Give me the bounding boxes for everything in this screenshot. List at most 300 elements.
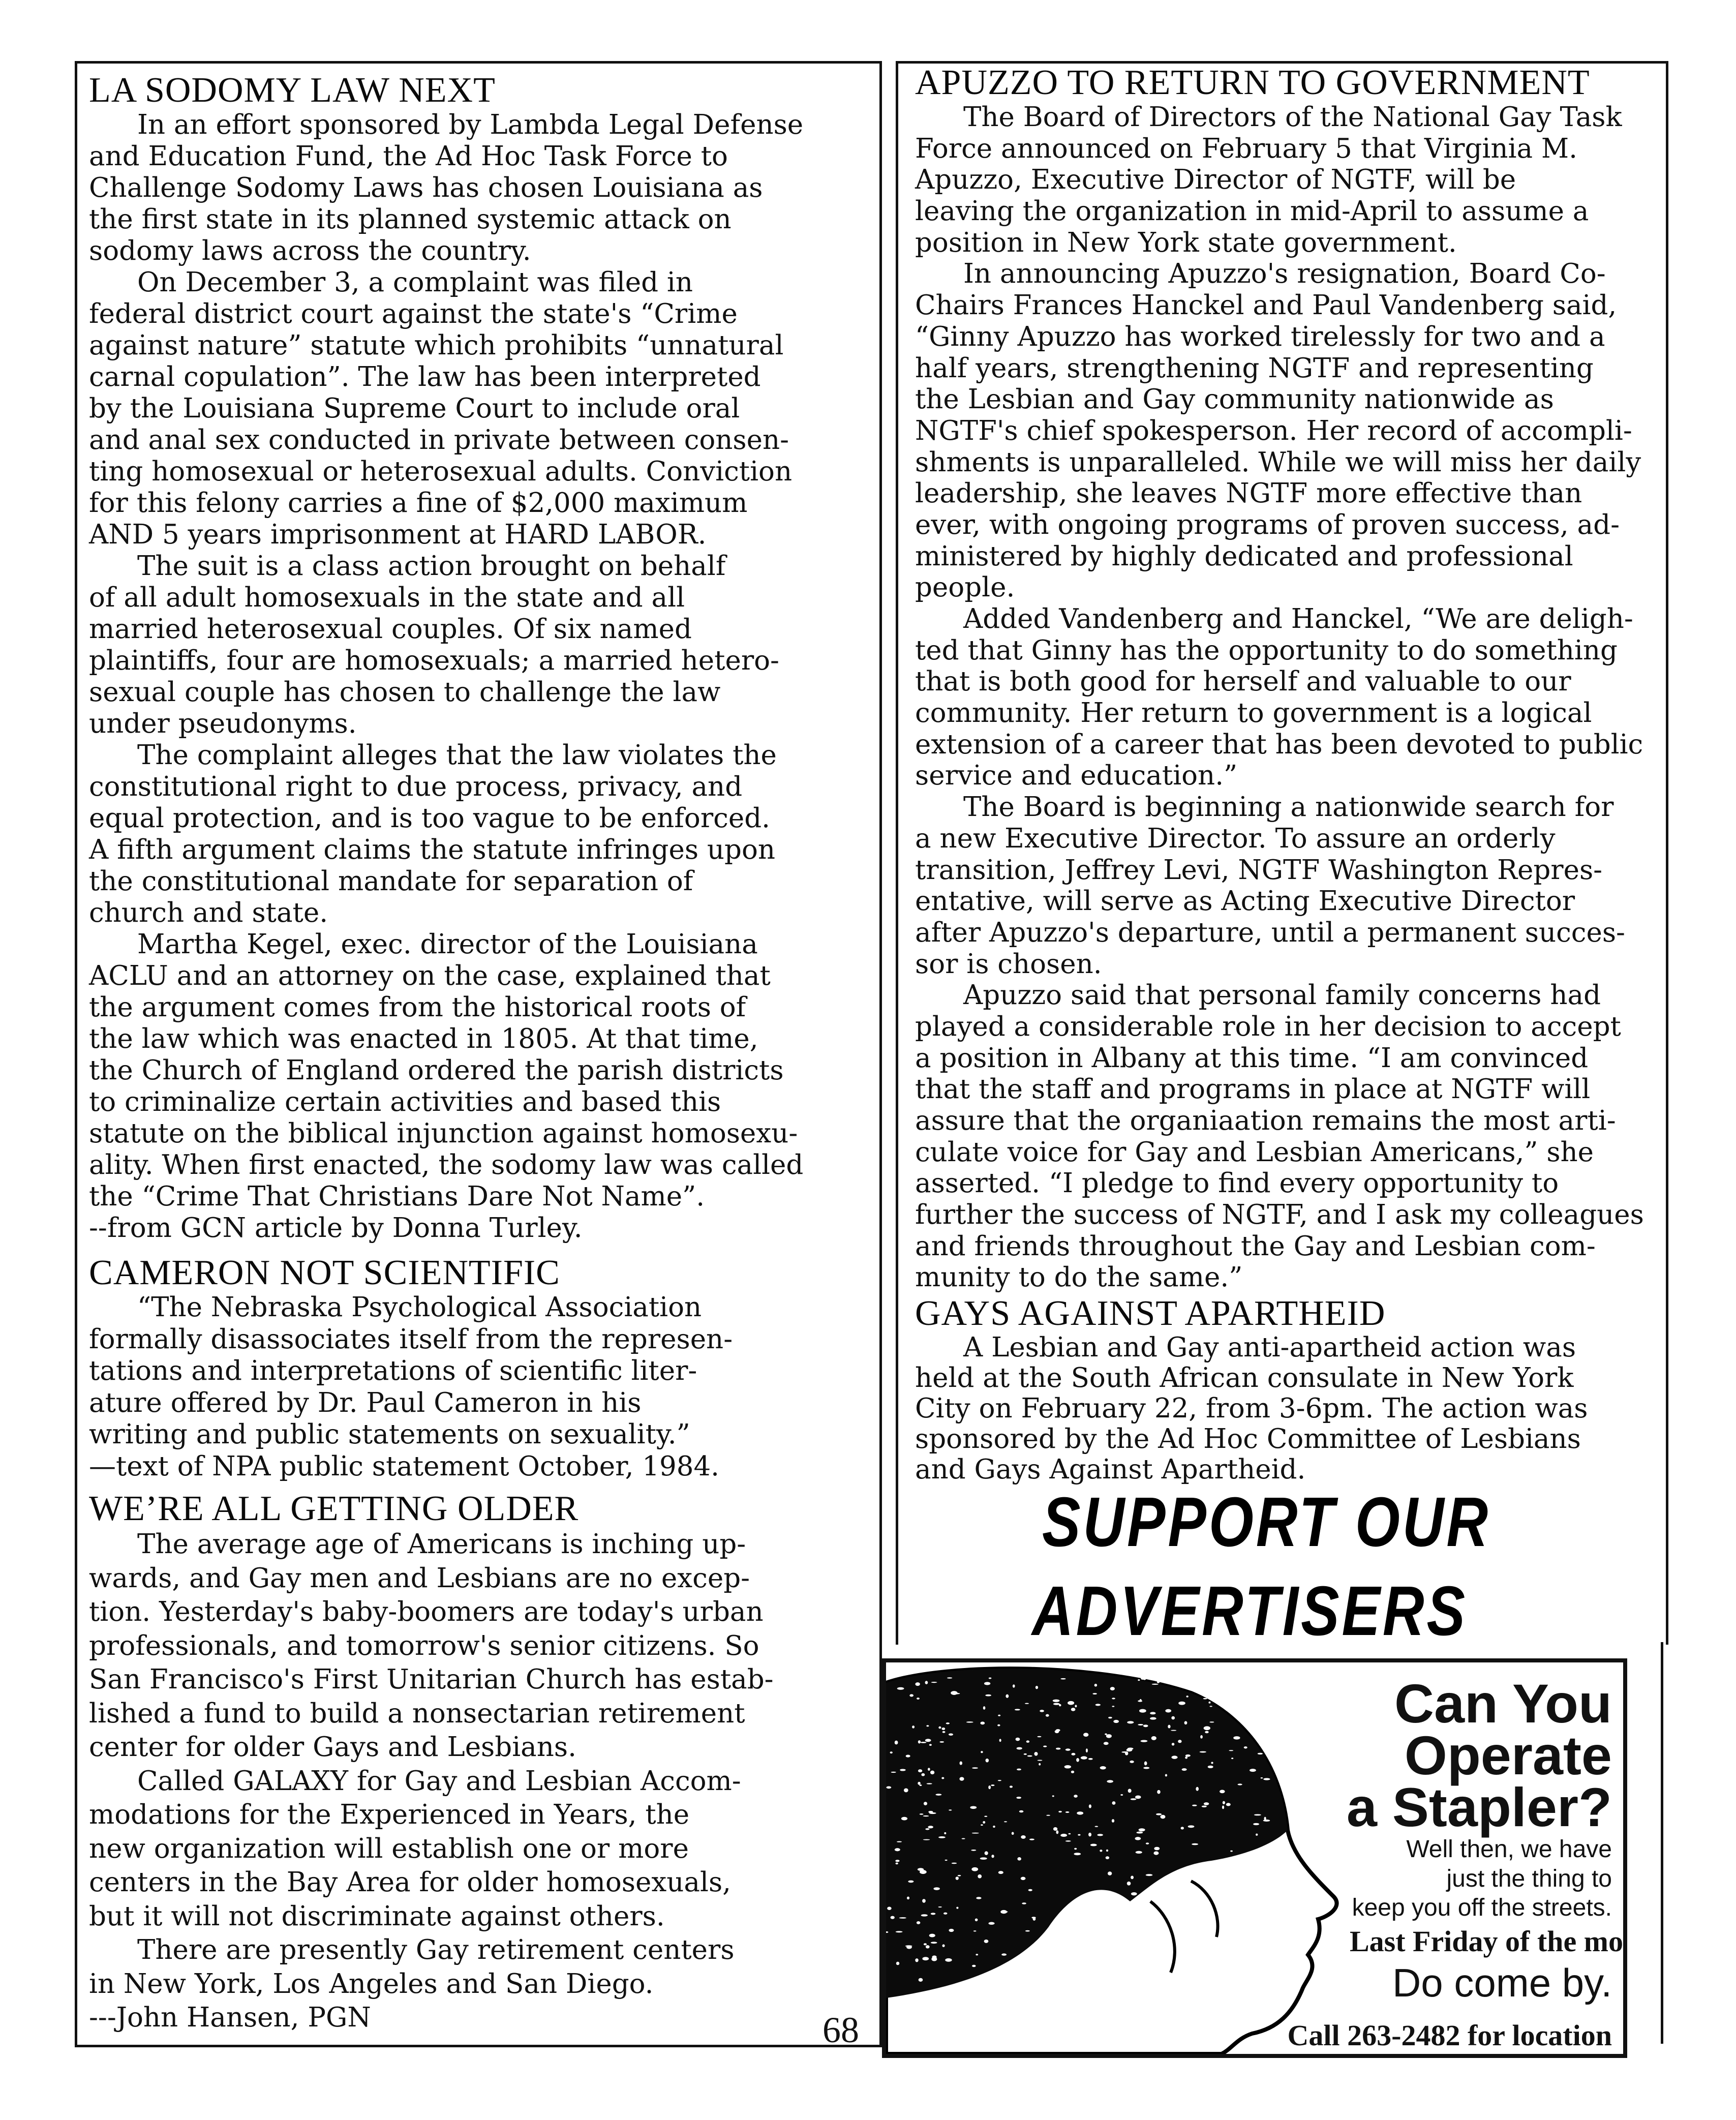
speckle-mark: [925, 1739, 931, 1742]
speckle-mark: [981, 1751, 983, 1753]
speckle-mark: [1121, 1751, 1128, 1753]
speckle-mark: [984, 1940, 989, 1943]
ad-headline-2: Operate: [1404, 1724, 1612, 1786]
article-text-line: centers in the Bay Area for older homosexuals,: [89, 1867, 731, 1898]
speckle-mark: [1165, 1709, 1171, 1713]
speckle-mark: [1238, 1783, 1242, 1785]
speckle-mark: [1060, 1834, 1067, 1837]
speckle-mark: [975, 1918, 978, 1921]
speckle-mark: [1113, 1720, 1119, 1723]
speckle-mark: [1131, 1876, 1134, 1880]
speckle-mark: [988, 1922, 994, 1925]
speckle-mark: [938, 1906, 941, 1907]
article-text-line: for this felony carries a fine of $2,000 maximum: [89, 488, 748, 519]
article-text-line: that is both good for herself and valuable to our: [915, 666, 1571, 698]
speckle-mark: [1236, 1906, 1238, 1908]
speckle-mark: [1000, 1910, 1007, 1914]
speckle-mark: [1120, 1794, 1123, 1796]
speckle-mark: [1025, 1703, 1029, 1704]
article-text-line: leadership, she leaves NGTF more effective than: [915, 478, 1582, 509]
speckle-mark: [933, 1887, 939, 1890]
speckle-mark: [1251, 1677, 1255, 1679]
speckle-mark: [1021, 1877, 1026, 1881]
article-text-line: The complaint alleges that the law violates the: [137, 740, 777, 771]
speckle-mark: [1172, 1743, 1174, 1745]
speckle-mark: [938, 1836, 946, 1838]
article-text-line: There are presently Gay retirement centers: [137, 1934, 735, 1965]
speckle-mark: [1139, 1709, 1146, 1713]
speckle-mark: [907, 1896, 909, 1899]
speckle-mark: [908, 1881, 913, 1883]
speckle-mark: [1078, 1834, 1080, 1836]
speckle-mark: [920, 1784, 922, 1786]
speckle-mark: [1204, 1726, 1210, 1730]
article-headline: APUZZO TO RETURN TO GOVERNMENT: [915, 63, 1590, 102]
speckle-mark: [970, 1806, 977, 1809]
speckle-mark: [1015, 1709, 1020, 1710]
article-text-line: transition, Jeffrey Levi, NGTF Washington Repres-: [915, 854, 1603, 886]
speckle-mark: [1031, 1965, 1037, 1967]
speckle-mark: [1258, 1753, 1263, 1754]
speckle-mark: [1071, 1708, 1076, 1711]
speckle-mark: [1146, 1842, 1149, 1844]
speckle-mark: [1029, 1839, 1034, 1840]
speckle-mark: [1172, 1872, 1177, 1873]
article-text-line: AND 5 years imprisonment at HARD LABOR.: [89, 519, 707, 550]
article-text-line: the “Crime That Christians Dare Not Name”.: [89, 1181, 705, 1212]
speckle-mark: [1010, 1785, 1013, 1788]
article-text-line: On December 3, a complaint was filed in: [137, 267, 693, 298]
speckle-mark: [1128, 1748, 1134, 1750]
speckle-mark: [1256, 1708, 1260, 1711]
article-text-line: constitutional right to due process, privacy, and: [89, 771, 743, 802]
speckle-mark: [1185, 1756, 1187, 1759]
article-text-line: held at the South African consulate in New York: [915, 1362, 1574, 1394]
article-text-line: Apuzzo said that personal family concerns had: [963, 980, 1601, 1011]
speckle-mark: [1185, 1754, 1191, 1757]
speckle-mark: [918, 1782, 921, 1785]
speckle-mark: [1016, 1738, 1020, 1741]
speckle-mark: [915, 1958, 918, 1962]
speckle-mark: [976, 1954, 978, 1955]
speckle-mark: [1056, 1830, 1058, 1834]
speckle-mark: [1186, 1888, 1189, 1891]
speckle-mark: [1264, 1875, 1269, 1878]
speckle-mark: [1104, 1742, 1109, 1745]
article-text-line: Chairs Frances Hanckel and Paul Vandenberg said,: [915, 290, 1617, 321]
speckle-mark: [973, 1930, 977, 1931]
article-text-line: plaintiffs, four are homosexuals; a married hetero-: [89, 645, 779, 676]
speckle-mark: [1205, 1731, 1208, 1734]
ad-body-2: just the thing to: [1446, 1865, 1612, 1892]
speckle-mark: [1046, 1714, 1049, 1717]
right-column-edge: [1661, 1642, 1663, 2044]
speckle-mark: [1208, 1702, 1210, 1704]
speckle-mark: [945, 1958, 952, 1962]
speckle-mark: [1182, 1768, 1187, 1771]
article-text-line: San Francisco's First Unitarian Church has estab-: [89, 1664, 774, 1695]
speckle-mark: [920, 1813, 924, 1815]
speckle-mark: [1226, 1803, 1231, 1806]
speckle-mark: [1163, 1892, 1170, 1893]
article-text-line: The average age of Americans is inching up-: [137, 1529, 746, 1560]
ad-headline-1: Can You: [1394, 1673, 1612, 1734]
article-text-line: and friends throughout the Gay and Lesbian com-: [915, 1230, 1596, 1262]
speckle-mark: [928, 1826, 933, 1828]
speckle-mark: [938, 1727, 941, 1729]
speckle-mark: [1212, 1686, 1217, 1688]
article-text-line: formally disassociates itself from the represen-: [89, 1323, 733, 1355]
speckle-mark: [1184, 1721, 1187, 1724]
article-text-line: sexual couple has chosen to challenge the law: [89, 677, 721, 708]
speckle-mark: [1233, 1891, 1239, 1892]
ad-when: Last Friday of the mo: [1349, 1925, 1623, 1958]
speckle-mark: [1258, 1864, 1262, 1867]
speckle-mark: [1053, 1700, 1060, 1702]
speckle-mark: [1055, 1730, 1059, 1733]
speckle-mark: [931, 1682, 937, 1683]
speckle-mark: [1263, 1778, 1270, 1780]
article-text-line: a position in Albany at this time. “I am convinced: [915, 1042, 1589, 1074]
article-text-line: under pseudonyms.: [89, 708, 357, 739]
article-headline: WE’RE ALL GETTING OLDER: [89, 1489, 579, 1528]
speckle-mark: [1035, 1686, 1038, 1689]
speckle-mark: [1094, 1826, 1098, 1827]
speckle-mark: [1233, 1736, 1240, 1740]
speckle-mark: [1211, 1762, 1213, 1764]
speckle-mark: [1156, 1889, 1162, 1892]
speckle-mark: [976, 1897, 981, 1899]
speckle-mark: [1214, 1971, 1221, 1975]
speckle-mark: [897, 1687, 904, 1690]
speckle-mark: [1052, 1795, 1054, 1797]
article-text-line: ality. When first enacted, the sodomy law was called: [89, 1149, 804, 1180]
speckle-mark: [1232, 1709, 1236, 1710]
speckle-mark: [1081, 1756, 1087, 1759]
article-text-line: center for older Gays and Lesbians.: [89, 1732, 576, 1763]
speckle-mark: [1029, 1957, 1035, 1961]
speckle-mark: [901, 1817, 907, 1821]
article-text-line: Called GALAXY for Gay and Lesbian Accom-: [137, 1765, 741, 1797]
speckle-mark: [959, 1761, 962, 1765]
speckle-mark: [930, 1771, 934, 1774]
article-text-line: ting homosexual or heterosexual adults. Conviction: [89, 456, 793, 487]
article-text-line: ever, with ongoing programs of proven success, ad-: [915, 509, 1620, 540]
article-text-line: Added Vandenberg and Hanckel, “We are deligh-: [963, 603, 1633, 634]
speckle-mark: [945, 1860, 948, 1861]
article-text-line: the first state in its planned systemic attack on: [89, 204, 732, 235]
speckle-mark: [1053, 1703, 1060, 1705]
article-text-line: lished a fund to build a nonsectarian retirement: [89, 1698, 745, 1729]
speckle-mark: [1017, 1975, 1023, 1978]
speckle-mark: [998, 1871, 1003, 1874]
speckle-mark: [1068, 1833, 1071, 1835]
speckle-mark: [935, 1794, 941, 1796]
speckle-mark: [1229, 1750, 1233, 1751]
article-text-line: The suit is a class action brought on behalf: [137, 551, 726, 582]
speckle-mark: [1112, 1698, 1115, 1699]
speckle-mark: [1017, 1747, 1022, 1750]
speckle-mark: [1157, 1681, 1160, 1683]
speckle-mark: [985, 1851, 988, 1855]
speckle-mark: [949, 1733, 953, 1735]
article-text-line: wards, and Gay men and Lesbians are no excep-: [89, 1562, 750, 1594]
speckle-mark: [1017, 1769, 1021, 1771]
speckle-mark: [924, 1802, 927, 1805]
speckle-mark: [1256, 1863, 1259, 1865]
speckle-mark: [1027, 1755, 1032, 1757]
speckle-mark: [896, 1931, 903, 1932]
speckle-mark: [989, 1677, 992, 1679]
speckle-mark: [1241, 1875, 1247, 1879]
speckle-mark: [1077, 1811, 1083, 1814]
speckle-mark: [1026, 1740, 1029, 1743]
speckle-mark: [993, 1826, 995, 1828]
speckle-mark: [925, 1828, 929, 1830]
speckle-mark: [991, 1855, 994, 1858]
speckle-mark: [1146, 1874, 1153, 1876]
speckle-mark: [1065, 1811, 1070, 1813]
speckle-mark: [1262, 1873, 1267, 1875]
speckle-mark: [966, 1721, 973, 1722]
speckle-mark: [1192, 1805, 1197, 1806]
speckle-mark: [1176, 1888, 1180, 1892]
speckle-mark: [1160, 1815, 1165, 1819]
speckle-mark: [983, 1821, 985, 1824]
speckle-mark: [998, 1780, 1001, 1781]
article-text-line: and Gays Against Apartheid.: [915, 1454, 1306, 1485]
speckle-mark: [1060, 1678, 1065, 1680]
speckle-mark: [1038, 1760, 1043, 1761]
speckle-mark: [931, 1942, 937, 1944]
speckle-mark: [1200, 1735, 1203, 1739]
speckle-mark: [1108, 1871, 1112, 1875]
speckle-mark: [1222, 1805, 1224, 1809]
speckle-mark: [949, 1929, 954, 1932]
speckle-mark: [925, 1681, 928, 1684]
speckle-mark: [1267, 1686, 1273, 1688]
speckle-mark: [1130, 1761, 1134, 1763]
speckle-mark: [932, 1955, 936, 1959]
speckle-mark: [953, 1693, 960, 1694]
speckle-mark: [1178, 1702, 1185, 1705]
speckle-mark: [952, 1863, 957, 1864]
speckle-mark: [1165, 1774, 1167, 1776]
article-text-line: extension of a career that has been devoted to public: [915, 729, 1643, 760]
speckle-mark: [1256, 1944, 1259, 1945]
speckle-mark: [1136, 1832, 1143, 1834]
speckle-mark: [978, 1874, 982, 1879]
speckle-mark: [1209, 1706, 1212, 1707]
speckle-mark: [1100, 1850, 1102, 1852]
speckle-mark: [1254, 1814, 1261, 1815]
speckle-mark: [887, 1907, 892, 1910]
speckle-mark: [1253, 1945, 1257, 1946]
speckle-mark: [1144, 1762, 1147, 1766]
article-text-line: the argument comes from the historical roots of: [89, 992, 746, 1023]
speckle-mark: [904, 1788, 908, 1792]
speckle-mark: [1240, 1968, 1242, 1971]
speckle-mark: [1016, 1797, 1021, 1799]
speckle-mark: [1211, 1947, 1217, 1951]
article-text-line: carnal copulation”. The law has been interpreted: [89, 361, 761, 392]
article-text-line: munity to do the same.”: [915, 1262, 1243, 1293]
speckle-mark: [1223, 1801, 1225, 1804]
article: [89, 1254, 733, 1482]
speckle-mark: [946, 1722, 950, 1724]
speckle-mark: [1040, 1710, 1044, 1712]
article-text-line: A fifth argument claims the statute infringes upon: [89, 834, 775, 865]
speckle-mark: [895, 1860, 899, 1862]
speckle-mark: [972, 1965, 976, 1967]
speckle-mark: [1193, 1900, 1195, 1903]
speckle-mark: [1112, 1819, 1114, 1823]
speckle-mark: [931, 1913, 936, 1915]
speckle-mark: [917, 1698, 920, 1700]
speckle-mark: [920, 1742, 926, 1743]
speckle-mark: [1089, 1804, 1091, 1808]
article-headline: LA SODOMY LAW NEXT: [89, 71, 496, 110]
speckle-mark: [1108, 1717, 1112, 1719]
speckle-mark: [1136, 1851, 1142, 1854]
speckle-mark: [1127, 1882, 1131, 1886]
speckle-mark: [918, 1740, 921, 1743]
article-text-line: the Church of England ordered the parish districts: [89, 1055, 784, 1086]
speckle-mark: [1181, 1827, 1184, 1829]
article-text-line: leaving the organization in mid-April to assume a: [915, 196, 1589, 227]
speckle-mark: [919, 1978, 923, 1982]
speckle-mark: [1074, 1853, 1081, 1855]
speckle-mark: [1251, 1855, 1257, 1856]
article-text-line: NGTF's chief spokesperson. Her record of accompli-: [915, 415, 1632, 446]
speckle-mark: [962, 1838, 965, 1839]
speckle-mark: [912, 1725, 915, 1729]
article-text-line: “Ginny Apuzzo has worked tirelessly for two and a: [915, 321, 1605, 352]
speckle-mark: [1244, 1968, 1251, 1971]
speckle-mark: [1267, 1962, 1271, 1965]
article-text-line: further the success of NGTF, and I ask my colleagues: [915, 1199, 1644, 1231]
article-headline: GAYS AGAINST APARTHEID: [915, 1294, 1386, 1333]
article-text-line: “The Nebraska Psychological Association: [137, 1292, 702, 1323]
speckle-mark: [918, 1769, 922, 1772]
speckle-mark: [1056, 1748, 1060, 1750]
article-text-line: church and state.: [89, 897, 328, 928]
speckle-mark: [1076, 1758, 1079, 1762]
speckle-mark: [897, 1841, 902, 1842]
speckle-mark: [1230, 1851, 1233, 1852]
speckle-mark: [1171, 1755, 1177, 1759]
speckle-mark: [1157, 1790, 1161, 1794]
speckle-mark: [1021, 1835, 1026, 1839]
speckle-mark: [949, 1809, 952, 1810]
article-text-line: after Apuzzo's departure, until a permanent succes-: [915, 917, 1625, 948]
speckle-mark: [1182, 1869, 1185, 1873]
speckle-mark: [984, 1816, 987, 1817]
speckle-mark: [1065, 1840, 1071, 1842]
speckle-mark: [1105, 1734, 1107, 1735]
speckle-mark: [1039, 1763, 1041, 1766]
article-text-line: but it will not discriminate against others.: [89, 1900, 665, 1932]
speckle-mark: [1135, 1837, 1141, 1840]
article-text-line: sodomy laws across the country.: [89, 235, 531, 266]
speckle-mark: [1031, 1917, 1036, 1918]
article-text-line: In announcing Apuzzo's resignation, Board Co-: [963, 258, 1606, 290]
speckle-mark: [1200, 1751, 1206, 1753]
article-text-line: new organization will establish one or more: [89, 1833, 689, 1864]
speckle-mark: [1236, 1677, 1241, 1679]
speckle-mark: [983, 1706, 986, 1710]
speckle-mark: [1046, 1815, 1050, 1816]
speckle-mark: [891, 1772, 896, 1773]
speckle-mark: [1094, 1684, 1098, 1687]
speckle-mark: [1178, 1740, 1181, 1743]
speckle-mark: [1259, 1950, 1262, 1951]
stippled-head-illustration: [886, 1662, 1344, 2054]
speckle-mark: [1253, 1823, 1259, 1825]
speckle-mark: [1110, 1687, 1115, 1690]
article-attribution: --from GCN article by Donna Turley.: [89, 1213, 583, 1244]
speckle-mark: [985, 1694, 991, 1697]
speckle-mark: [1088, 1758, 1093, 1760]
speckle-mark: [1028, 1889, 1032, 1891]
speckle-mark: [1097, 1834, 1103, 1836]
speckle-mark: [941, 1728, 945, 1730]
article-text-line: to criminalize certain activities and based this: [89, 1086, 721, 1117]
article-text-line: and Education Fund, the Ad Hoc Task Force to: [89, 141, 728, 172]
article-text-line: culate voice for Gay and Lesbian Americans,” she: [915, 1136, 1594, 1168]
speckle-mark: [942, 1731, 946, 1733]
article-text-line: The Board of Directors of the National Gay Task: [963, 102, 1622, 133]
slogan-line-1: SUPPORT OUR: [1042, 1483, 1490, 1561]
speckle-mark: [895, 1848, 900, 1851]
article-text-line: Force announced on February 5 that Virginia M.: [915, 133, 1578, 164]
speckle-mark: [899, 1917, 906, 1919]
speckle-mark: [1237, 1712, 1242, 1715]
speckle-mark: [928, 1768, 930, 1771]
speckle-mark: [942, 1944, 945, 1947]
article-text-line: position in New York state government.: [915, 227, 1457, 258]
speckle-mark: [972, 1767, 978, 1769]
speckle-mark: [1106, 1734, 1112, 1738]
speckle-mark: [927, 1783, 932, 1784]
ad-body-3: keep you off the streets.: [1352, 1894, 1612, 1921]
speckle-mark: [1208, 1685, 1212, 1688]
speckle-mark: [1088, 1833, 1091, 1837]
speckle-mark: [1154, 1847, 1160, 1851]
speckle-mark: [1141, 1740, 1148, 1742]
article-text-line: ACLU and an attorney on the case, explained that: [89, 960, 771, 991]
article: [89, 71, 803, 1244]
speckle-mark: [906, 1754, 910, 1757]
article-text-line: shments is unparalleled. While we will miss her daily: [915, 446, 1641, 478]
speckle-mark: [1233, 1887, 1239, 1889]
article-text-line: and anal sex conducted in private between consen-: [89, 425, 789, 456]
speckle-mark: [921, 1914, 928, 1916]
speckle-mark: [1171, 1716, 1175, 1720]
speckle-mark: [1209, 1967, 1213, 1970]
article-text-line: sponsored by the Ad Hoc Committee of Lesbians: [915, 1424, 1581, 1455]
article-text-line: A Lesbian and Gay anti-apartheid action was: [963, 1332, 1576, 1363]
speckle-mark: [981, 1824, 983, 1826]
speckle-mark: [1068, 1701, 1074, 1705]
speckle-mark: [1261, 1777, 1263, 1778]
speckle-mark: [1090, 1844, 1097, 1846]
speckle-mark: [1188, 1825, 1195, 1828]
article-text-line: tations and interpretations of scientific liter-: [89, 1355, 697, 1386]
speckle-mark: [998, 1715, 1000, 1716]
article-text-line: in New York, Los Angeles and San Diego.: [89, 1968, 654, 2000]
article-text-line: the Lesbian and Gay community nationwide as: [915, 384, 1554, 415]
